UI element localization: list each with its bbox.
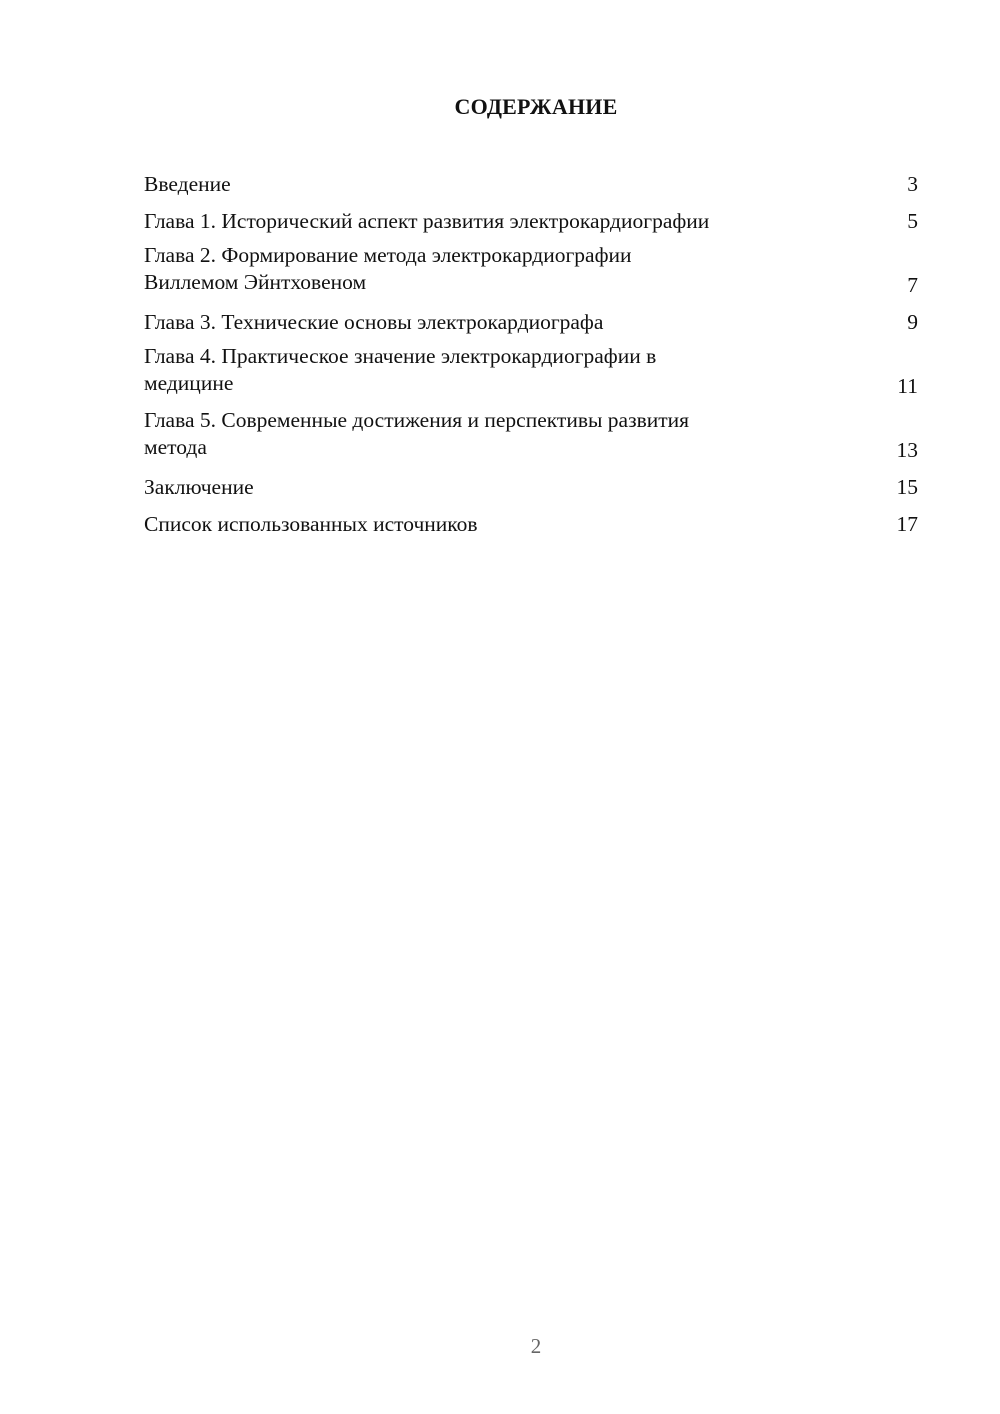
toc-entry-page: 15	[896, 475, 918, 499]
toc-entry-page: 11	[897, 374, 918, 398]
toc-entry-page: 17	[896, 512, 918, 536]
toc-entry-page: 13	[896, 438, 918, 462]
toc-entry-label: Введение	[144, 172, 231, 196]
toc-entry-label: Глава 3. Технические основы электрокардиографа	[144, 310, 604, 334]
toc-entry-label: Список использованных источников	[144, 512, 478, 536]
toc-entry-introduction	[144, 168, 918, 205]
toc-entry-references	[144, 508, 918, 545]
toc-entry-page: 9	[907, 310, 918, 334]
table-of-contents	[144, 168, 918, 545]
toc-entry-label: Глава 1. Исторический аспект развития электрокардиографии	[144, 209, 710, 233]
toc-entry-conclusion	[144, 471, 918, 508]
toc-entry-label-line1: Глава 2. Формирование метода электрокардиографии	[144, 243, 632, 267]
toc-entry-chapter-5	[144, 407, 918, 471]
toc-entry-label-line1: Глава 5. Современные достижения и перспективы развития	[144, 408, 690, 432]
toc-entry-chapter-1	[144, 205, 918, 242]
toc-entry-page: 3	[907, 172, 918, 196]
toc-entry-chapter-4	[144, 343, 918, 407]
toc-entry-label: Заключение	[144, 475, 254, 499]
toc-entry-label-line2: метода	[144, 435, 207, 459]
toc-entry-page: 7	[907, 273, 918, 297]
page-number: 2	[530, 1334, 542, 1358]
toc-entry-label-line2: Виллемом Эйнтховеном	[144, 270, 367, 294]
page-title: СОДЕРЖАНИЕ	[454, 94, 618, 119]
toc-entry-label-line2: медицине	[144, 371, 234, 395]
toc-entry-chapter-2	[144, 242, 918, 306]
toc-entry-chapter-3	[144, 306, 918, 343]
toc-entry-page: 5	[907, 209, 918, 233]
toc-entry-label-line1: Глава 4. Практическое значение электрокардиографии в	[144, 344, 657, 368]
